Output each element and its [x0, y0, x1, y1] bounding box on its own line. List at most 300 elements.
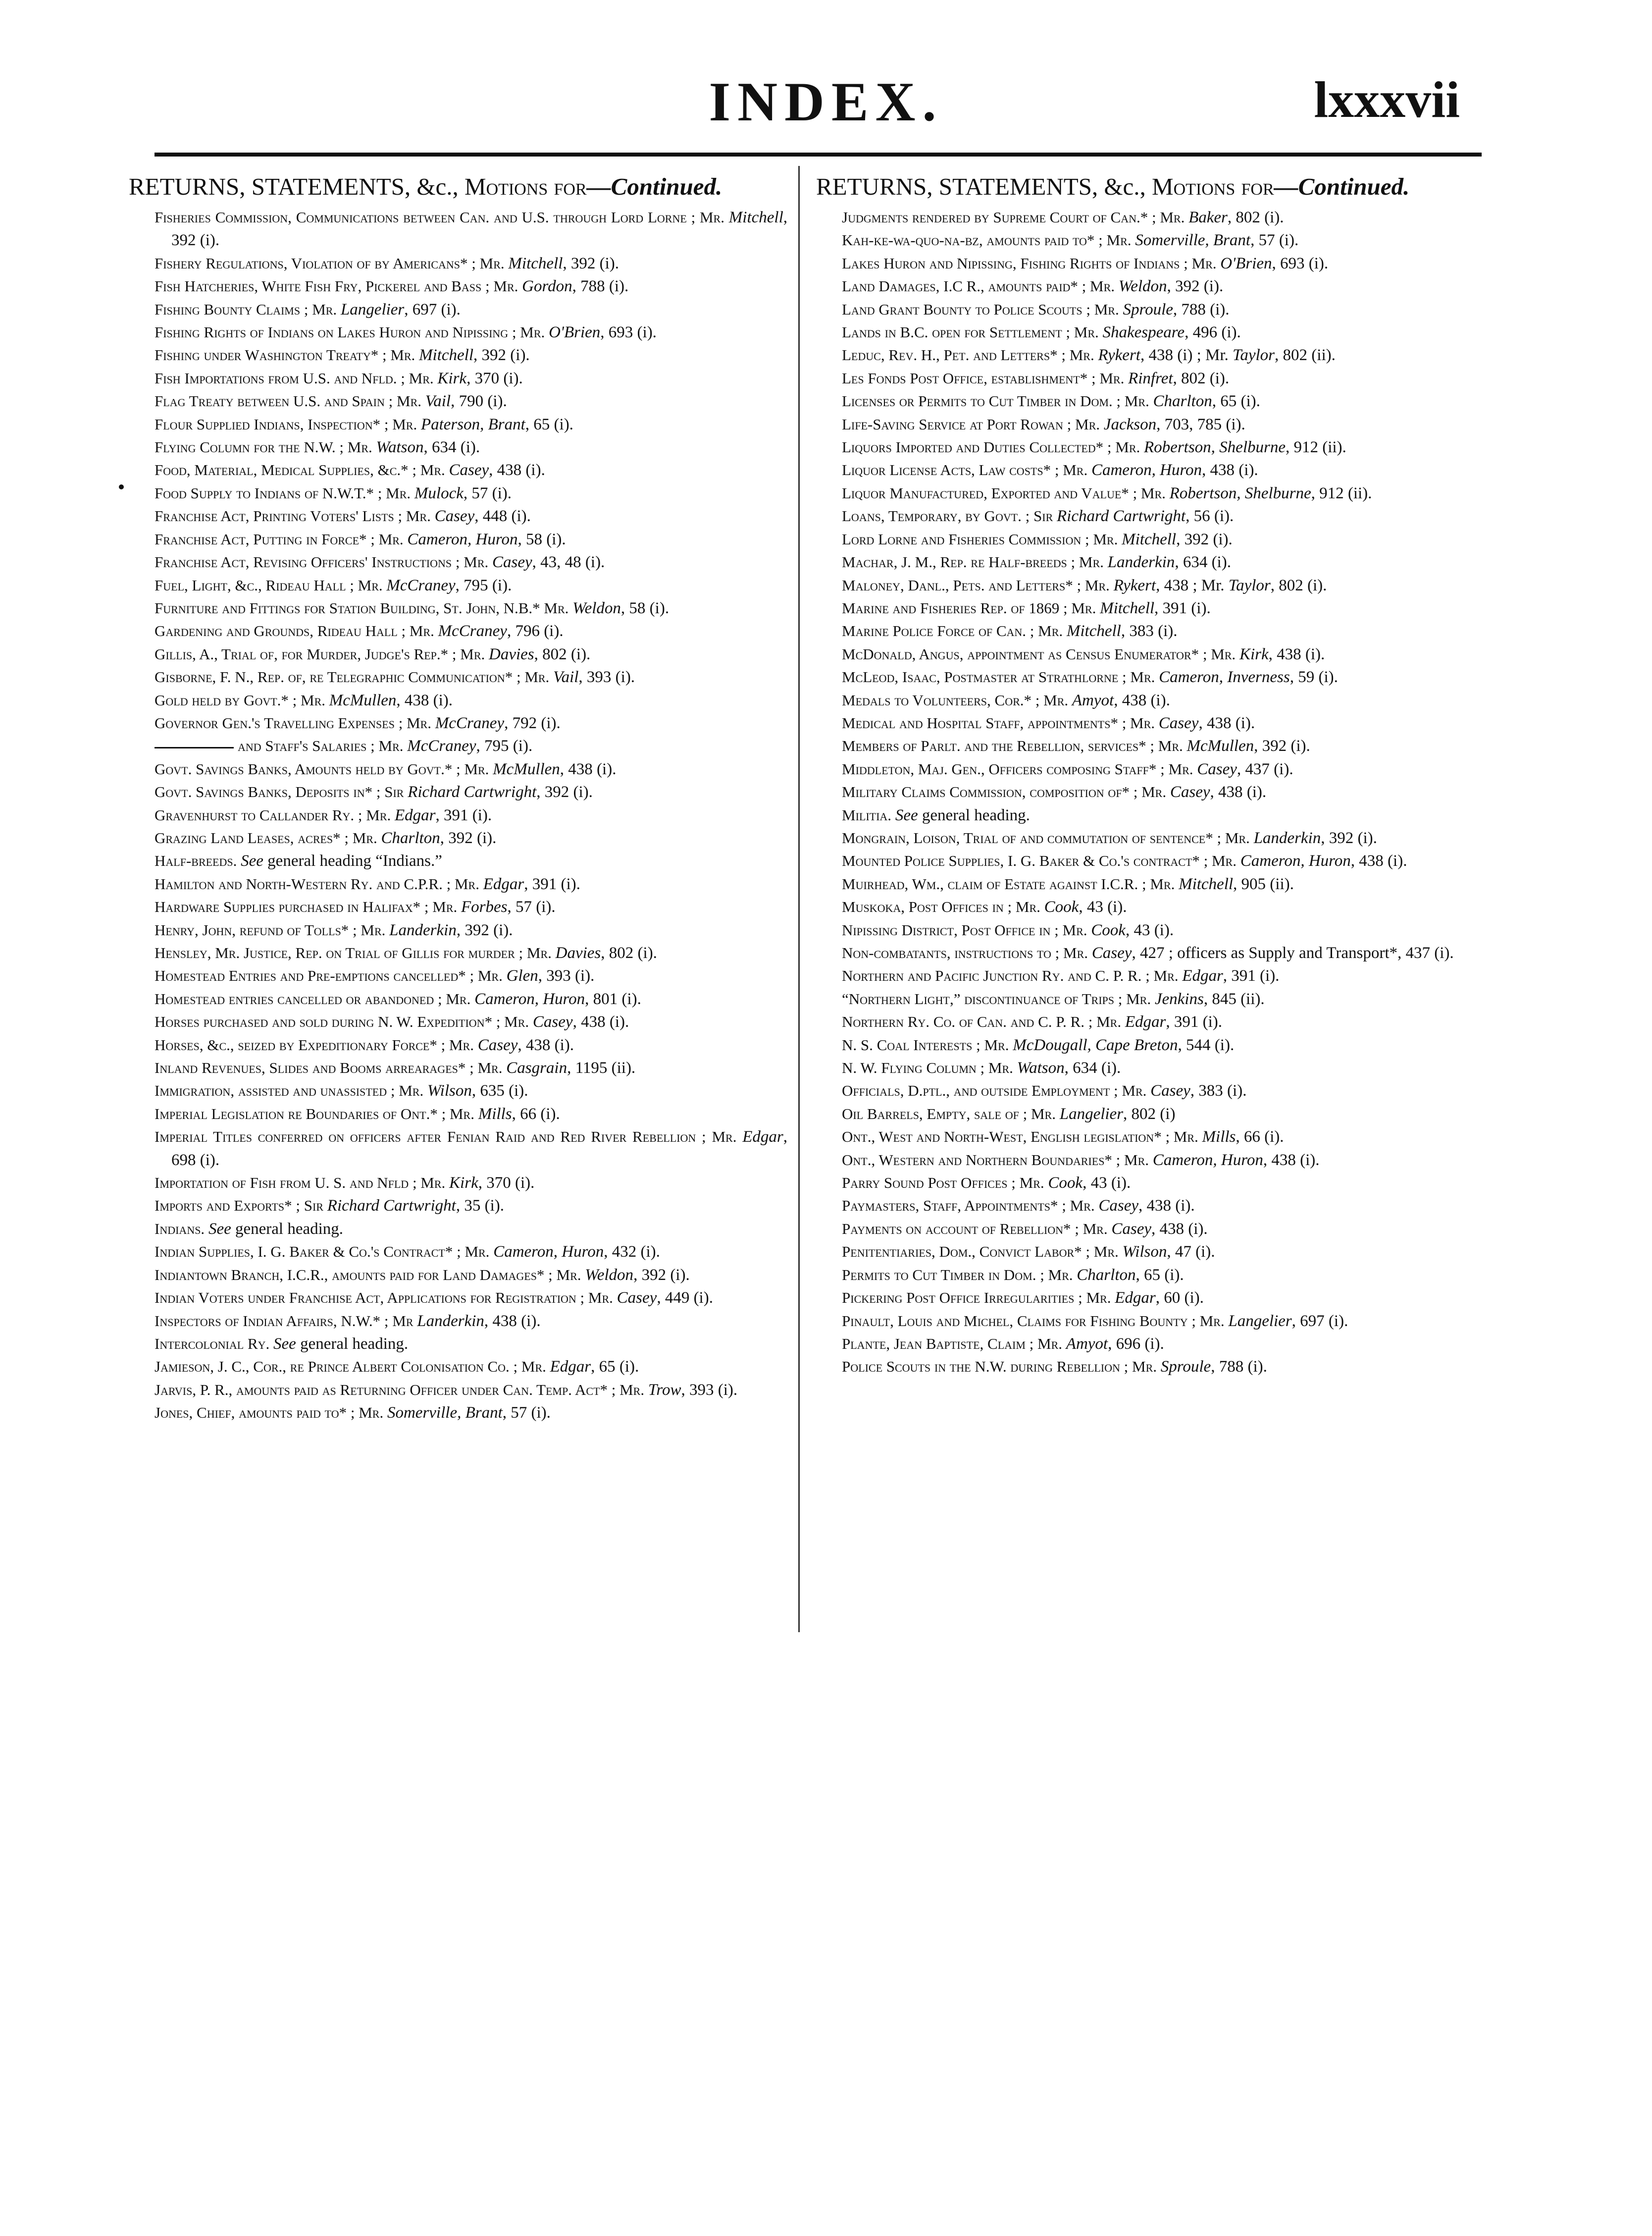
- entry-subject: Flag Treaty between U.S. and Spain ; Mr.: [155, 392, 425, 410]
- entry-subject: Les Fonds Post Office, establishment* ; Mr.: [842, 369, 1129, 387]
- entry-subject: Franchise Act, Revising Officers' Instructions ; Mr.: [155, 553, 492, 571]
- entry-page-ref: , 438 (i).: [1268, 645, 1325, 663]
- entry-subject: Fishing Bounty Claims ; Mr.: [155, 300, 341, 318]
- entry-subject: Gold held by Govt.* ; Mr.: [155, 691, 329, 709]
- index-entry: [816, 1057, 1475, 1079]
- index-entry: [129, 942, 787, 964]
- entry-page-ref: , 693 (i).: [600, 323, 657, 342]
- entry-subject: Gravenhurst to Callander Ry. ; Mr.: [155, 806, 395, 824]
- entry-member: McMullen: [493, 760, 560, 778]
- entry-member: Vail: [425, 392, 451, 411]
- entry-page-ref: , 634 (i).: [1175, 553, 1231, 572]
- index-entry: [816, 1218, 1475, 1240]
- index-entry: [816, 1171, 1475, 1194]
- entry-member: Edgar: [742, 1128, 783, 1146]
- entry-page-ref: , 438 (i).: [517, 1036, 574, 1054]
- entry-subject: Pickering Post Office Irregularities ; Mr.: [842, 1289, 1115, 1307]
- index-entry: [816, 1332, 1475, 1355]
- entry-page-ref: , 802 (ii).: [1275, 346, 1336, 365]
- entry-subject: Pinault, Louis and Michel, Claims for Fishing Bounty ; Mr.: [842, 1312, 1229, 1330]
- index-entry: [816, 919, 1475, 942]
- entry-subject: Immigration, assisted and unassisted ; Mr.: [155, 1082, 427, 1100]
- heading-main: RETURNS, STATEMENTS, &c.,: [816, 173, 1152, 200]
- entry-member: Amyot: [1072, 691, 1114, 709]
- index-entry: [129, 666, 787, 689]
- index-entry: [816, 643, 1475, 666]
- entry-member: Landerkin: [417, 1312, 484, 1330]
- entry-member: McCraney: [386, 576, 456, 594]
- index-entry: [816, 505, 1475, 528]
- index-entry: [129, 482, 787, 505]
- entry-subject: N. S. Coal Interests ; Mr.: [842, 1036, 1013, 1054]
- entry-subject: Licenses or Permits to Cut Timber in Dom. ; Mr.: [842, 392, 1153, 410]
- entry-page-ref: , 65 (i).: [1136, 1266, 1184, 1284]
- entry-page-ref: , 788 (i).: [1211, 1358, 1267, 1376]
- entry-page-ref: , 370 (i).: [478, 1174, 535, 1192]
- entry-subject: Henry, John, refund of Tolls* ; Mr.: [155, 921, 390, 939]
- entry-subject: Judgments rendered by Supreme Court of Can.* ; Mr.: [842, 209, 1189, 226]
- entry-member: McCraney: [438, 622, 507, 640]
- entry-subject: and Staff's Salaries ; Mr.: [238, 737, 408, 755]
- index-entry: [816, 206, 1475, 229]
- entry-member: Casey: [532, 1013, 573, 1031]
- entry-page-ref: , 438 (i).: [560, 760, 617, 778]
- entry-subject: Paymasters, Staff, Appointments* ; Mr.: [842, 1197, 1099, 1215]
- entry-member: Cameron, Huron: [474, 990, 585, 1008]
- index-entry: [129, 390, 787, 413]
- index-entry: [129, 1194, 787, 1217]
- see-word: See: [241, 852, 263, 870]
- entry-page-ref: , 634 (i).: [423, 438, 480, 457]
- index-entry: [129, 252, 787, 275]
- entry-page-ref: , 788 (i).: [1173, 300, 1230, 319]
- column-heading: [816, 172, 1475, 201]
- entry-page-ref: , 496 (i).: [1185, 323, 1241, 342]
- index-entry: [129, 1218, 787, 1240]
- heading-main: RETURNS, STATEMENTS, &c.,: [129, 173, 465, 200]
- entry-subject: “Northern Light,” discontinuance of Trips ; Mr.: [842, 990, 1155, 1008]
- index-entry: [129, 1401, 787, 1424]
- entry-page-ref: , 66 (i).: [1236, 1128, 1284, 1146]
- entry-page-ref: , 788 (i).: [572, 277, 629, 296]
- entry-subject: Fishing Rights of Indians on Lakes Huron and Nipissing ; Mr.: [155, 323, 549, 341]
- index-entry: [816, 597, 1475, 620]
- index-entry: [816, 964, 1475, 987]
- entry-page-ref: , 58 (i).: [620, 599, 670, 617]
- entry-subject: Mongrain, Loison, Trial of and commutation of sentence* ; Mr.: [842, 829, 1254, 847]
- entry-subject: Homestead entries cancelled or abandoned ; Mr.: [155, 990, 475, 1008]
- entry-member: Taylor: [1233, 346, 1275, 365]
- entry-subject: Indians.: [155, 1220, 208, 1237]
- index-entry: [129, 620, 787, 642]
- entry-member: Casey: [1158, 714, 1199, 732]
- index-entry: [816, 1079, 1475, 1102]
- entry-page-ref: , 47 (i).: [1167, 1243, 1215, 1261]
- entry-member: Casey: [617, 1289, 657, 1307]
- entry-subject: Medals to Volunteers, Cor.* ; Mr.: [842, 691, 1072, 709]
- index-entry: [816, 1240, 1475, 1263]
- entry-subject: Governor Gen.'s Travelling Expenses ; Mr.: [155, 714, 435, 732]
- index-entry: [129, 1355, 787, 1378]
- entry-page-ref: , 438 ; Mr.: [1156, 576, 1229, 594]
- entry-page-ref: , 438 (i).: [1151, 1220, 1208, 1238]
- entry-page-ref: , 43 (i).: [1125, 921, 1174, 939]
- index-entry: [816, 321, 1475, 344]
- entry-page-ref: , 392 (i).: [633, 1266, 690, 1284]
- entry-page-ref: , 391 (i).: [1223, 967, 1280, 985]
- index-entry: [129, 528, 787, 551]
- entry-member: Casey: [492, 553, 532, 572]
- see-word: See: [208, 1220, 231, 1238]
- entry-subject: Food Supply to Indians of N.W.T.* ; Mr.: [155, 484, 414, 502]
- column-divider: [798, 166, 800, 1632]
- entry-page-ref: , 383 (i).: [1121, 622, 1178, 640]
- index-entry: [129, 896, 787, 918]
- index-entry: [129, 275, 787, 298]
- entry-subject: Gillis, A., Trial of, for Murder, Judge's Rep.* ; Mr.: [155, 645, 489, 663]
- header-rule: [155, 153, 1482, 157]
- entry-member: Cameron, Huron: [493, 1243, 604, 1261]
- entry-page-ref: , 391 (i).: [435, 806, 492, 824]
- index-entry: [816, 827, 1475, 850]
- entry-page-ref: , 35 (i).: [456, 1197, 504, 1215]
- entry-member: Mitchell: [728, 209, 783, 226]
- entry-member: Rykert: [1098, 346, 1140, 365]
- entry-subject: Jarvis, P. R., amounts paid as Returning Officer under Can. Temp. Act* ; Mr.: [155, 1381, 648, 1398]
- see-word: See: [895, 806, 918, 824]
- heading-continued: —Continued.: [586, 173, 723, 200]
- entry-member: Mitchell: [419, 346, 474, 365]
- index-entry: [816, 436, 1475, 459]
- entry-subject: Fishery Regulations, Violation of by Americans* ; Mr.: [155, 254, 509, 272]
- entry-subject: Muirhead, Wm., claim of Estate against I.C.R. ; Mr.: [842, 875, 1179, 893]
- index-entry: [129, 712, 787, 735]
- entry-member: Landerkin: [389, 921, 457, 939]
- entry-member: McCraney: [407, 737, 476, 755]
- index-entry: [129, 735, 787, 757]
- entry-page-ref: , 392 (i).: [1176, 530, 1233, 548]
- entry-member: Cameron, Inverness: [1159, 668, 1290, 687]
- entry-member: Wilson: [427, 1082, 472, 1100]
- entry-member: Robertson, Shelburne: [1169, 484, 1311, 502]
- entry-page-ref: , 696 (i).: [1108, 1334, 1164, 1353]
- entry-subject: Plante, Jean Baptiste, Claim ; Mr.: [842, 1334, 1066, 1352]
- entry-member: Vail: [553, 668, 579, 687]
- entry-subject: Gardening and Grounds, Rideau Hall ; Mr.: [155, 622, 438, 640]
- index-entry: [816, 735, 1475, 757]
- entry-page-ref: , 693 (i).: [1272, 254, 1329, 272]
- heading-continued: —Continued.: [1274, 173, 1410, 200]
- entry-page-ref: , 802 (i).: [601, 944, 657, 962]
- left-column: [129, 172, 787, 1425]
- entry-member: Mitchell: [1066, 622, 1121, 640]
- see-reference: [273, 1335, 408, 1353]
- entry-member: Edgar: [483, 875, 524, 893]
- entry-page-ref: , 698 (i).: [171, 1128, 787, 1169]
- index-entry: [816, 574, 1475, 597]
- entry-member: Edgar: [1125, 1013, 1166, 1031]
- entry-subject: Half-breeds.: [155, 852, 241, 870]
- entry-page-ref: , 392 (i).: [536, 783, 593, 801]
- index-entry: [129, 551, 787, 574]
- index-entry: [816, 344, 1475, 367]
- index-entry: [816, 620, 1475, 642]
- index-entry: [816, 459, 1475, 481]
- entry-member: Weldon: [585, 1266, 634, 1284]
- heading-motions: Motions for: [465, 173, 587, 200]
- entry-subject: Liquor License Acts, Law costs* ; Mr.: [842, 461, 1091, 479]
- entry-member: Wilson: [1122, 1243, 1167, 1261]
- entry-member: Robertson, Shelburne: [1144, 438, 1286, 457]
- index-entry: [129, 1125, 787, 1171]
- entry-subject: Leduc, Rev. H., Pet. and Letters* ; Mr.: [842, 346, 1098, 364]
- entry-member: Casey: [1111, 1220, 1152, 1238]
- entry-member: McMullen: [1187, 737, 1254, 755]
- entry-member: Watson: [1017, 1059, 1065, 1077]
- entry-member: McCraney: [435, 714, 505, 732]
- entry-member: Charlton: [381, 829, 440, 847]
- entry-subject: Furniture and Fittings for Station Building, St. John, N.B.* Mr.: [155, 599, 573, 617]
- entry-member: Kirk: [1239, 645, 1269, 663]
- index-entry: [129, 597, 787, 620]
- index-entry: [816, 1011, 1475, 1033]
- left-entries-list: [129, 206, 787, 1425]
- entry-member: Weldon: [1118, 277, 1167, 296]
- entry-member: Mitchell: [1100, 599, 1155, 617]
- entry-page-ref: , 57 (i).: [463, 484, 512, 502]
- entry-member: Cook: [1091, 921, 1126, 939]
- entry-member: Langelier: [1059, 1105, 1124, 1123]
- index-entry: [816, 298, 1475, 321]
- index-entry: [129, 758, 787, 781]
- entry-page-ref: , 448 (i).: [474, 507, 531, 526]
- see-reference: [241, 852, 442, 870]
- index-entry: [129, 436, 787, 459]
- entry-subject: Horses purchased and sold during N. W. Expedition* ; Mr.: [155, 1013, 533, 1031]
- index-entry: [129, 873, 787, 896]
- entry-subject: Middleton, Maj. Gen., Officers composing Staff* ; Mr.: [842, 760, 1197, 778]
- index-entry: [816, 275, 1475, 298]
- entry-page-ref: , 57 (i).: [502, 1404, 551, 1422]
- entry-member: Trow: [648, 1381, 681, 1399]
- index-entry: [129, 1079, 787, 1102]
- index-entry: [129, 1240, 787, 1263]
- index-entry: [816, 850, 1475, 872]
- entry-page-ref: , 391 (i).: [1154, 599, 1211, 617]
- entry-page-ref: , 697 (i).: [404, 300, 461, 319]
- entry-subject: Nipissing District, Post Office in ; Mr.: [842, 921, 1091, 939]
- entry-subject: Fish Hatcheries, White Fish Fry, Pickerel and Bass ; Mr.: [155, 277, 522, 295]
- index-entry: [129, 413, 787, 436]
- entry-page-ref: , 392 (i).: [171, 209, 787, 250]
- right-column: [816, 172, 1475, 1379]
- entry-page-ref: , 392 (i).: [1167, 277, 1224, 296]
- entry-page-ref: , 58 (i).: [517, 530, 566, 548]
- entry-page-ref: , 56 (i).: [1186, 507, 1234, 526]
- entry-page-ref: , 697 (i).: [1291, 1312, 1348, 1330]
- entry-page-ref: , 66 (i).: [512, 1105, 560, 1123]
- entry-page-ref: , 438 (i).: [396, 691, 453, 709]
- index-entry: [816, 229, 1475, 252]
- entry-member: Somerville, Brant: [1135, 231, 1251, 250]
- entry-subject: Imperial Titles conferred on officers after Fenian Raid and Red River Rebellion ; Mr.: [155, 1128, 743, 1146]
- index-entry: [129, 206, 787, 252]
- entry-member: Cameron, Huron: [1240, 852, 1351, 870]
- entry-member: Cook: [1048, 1174, 1083, 1192]
- entry-page-ref: , 392 (i).: [473, 346, 530, 365]
- index-entry: [816, 390, 1475, 413]
- entry-subject: Imports and Exports* ; Sir: [155, 1197, 327, 1215]
- entry-member: Forbes: [461, 898, 508, 916]
- entry-member: Casey: [1170, 783, 1210, 801]
- index-entry: [816, 1034, 1475, 1057]
- entry-member: Casey: [477, 1036, 518, 1054]
- entry-member: Casey: [449, 461, 489, 479]
- entry-subject: Hensley, Mr. Justice, Rep. on Trial of Gillis for murder ; Mr.: [155, 944, 556, 961]
- entry-subject: Franchise Act, Putting in Force* ; Mr.: [155, 530, 408, 548]
- entry-subject: Muskoka, Post Offices in ; Mr.: [842, 898, 1044, 916]
- index-entry: [816, 482, 1475, 505]
- entry-member: Cook: [1044, 898, 1079, 916]
- entry-page-ref: , 427 ; officers as Supply and Transport*, 437 (i).: [1132, 944, 1454, 962]
- entry-member: Davies: [489, 645, 534, 663]
- entry-page-ref: , 438 (i).: [484, 1312, 541, 1330]
- entry-subject: Oil Barrels, Empty, sale of ; Mr.: [842, 1105, 1060, 1122]
- index-entry: [816, 804, 1475, 827]
- entry-subject: Indian Voters under Franchise Act, Applications for Registration ; Mr.: [155, 1289, 617, 1307]
- index-entry: [816, 1286, 1475, 1309]
- entry-member: Weldon: [572, 599, 621, 617]
- entry-subject: Kah-ke-wa-quo-na-bz, amounts paid to* ; Mr.: [842, 231, 1136, 249]
- entry-page-ref: , 438 (i).: [1350, 852, 1407, 870]
- entry-subject: Loans, Temporary, by Govt. ; Sir: [842, 507, 1057, 525]
- entry-page-ref: , 912 (ii).: [1285, 438, 1346, 457]
- entry-page-ref: , 802 (i): [1123, 1105, 1176, 1123]
- entry-member: Langelier: [340, 300, 405, 319]
- entry-subject: Flour Supplied Indians, Inspection* ; Mr.: [155, 415, 421, 433]
- entry-member: Davies: [555, 944, 601, 962]
- index-entry: [129, 1171, 787, 1194]
- entry-subject: Fishing under Washington Treaty* ; Mr.: [155, 346, 419, 364]
- entry-subject: Food, Material, Medical Supplies, &c.* ; Mr.: [155, 461, 449, 479]
- entry-member: Langelier: [1228, 1312, 1292, 1330]
- index-entry: [129, 1011, 787, 1033]
- entry-member: Sproule: [1123, 300, 1173, 319]
- index-entry: [129, 1103, 787, 1125]
- entry-subject: Land Damages, I.C R., amounts paid* ; Mr.: [842, 277, 1119, 295]
- entry-member: Rinfret: [1128, 369, 1173, 387]
- index-entry: [129, 1332, 787, 1355]
- entry-page-ref: , 792 (i).: [504, 714, 561, 732]
- entry-member: Cameron, Huron: [1091, 461, 1202, 479]
- entry-member: Richard Cartwright: [327, 1197, 456, 1215]
- entry-subject: Officials, D.ptl., and outside Employment ; Mr.: [842, 1082, 1151, 1100]
- index-entry: [816, 252, 1475, 275]
- see-target: general heading.: [296, 1334, 409, 1353]
- entry-subject: Non-combatants, instructions to ; Mr.: [842, 944, 1092, 961]
- entry-subject: Lakes Huron and Nipissing, Fishing Rights of Indians ; Mr.: [842, 254, 1221, 272]
- entry-member: Casgrain: [506, 1059, 568, 1077]
- entry-member: Shakespeare: [1102, 323, 1185, 342]
- entry-subject: Maloney, Danl., Pets. and Letters* ; Mr.: [842, 576, 1114, 594]
- entry-member: Baker: [1188, 209, 1228, 226]
- entry-subject: Northern and Pacific Junction Ry. and C. P. R. ; Mr.: [842, 967, 1183, 985]
- entry-subject: Police Scouts in the N.W. during Rebellion ; Mr.: [842, 1358, 1161, 1376]
- entry-page-ref: , 438 (i).: [572, 1013, 629, 1031]
- entry-member: Cameron, Huron: [1152, 1151, 1263, 1169]
- entry-page-ref: , 795 (i).: [476, 737, 533, 755]
- entry-subject: Horses, &c., seized by Expeditionary Force* ; Mr.: [155, 1036, 478, 1054]
- margin-dot: [119, 484, 124, 489]
- entry-member: Watson: [376, 438, 424, 457]
- index-entry: [816, 1103, 1475, 1125]
- index-entry: [129, 689, 787, 712]
- index-entry: [816, 551, 1475, 574]
- entry-member: Cameron, Huron: [407, 530, 518, 548]
- entry-member: Kirk: [449, 1174, 478, 1192]
- entry-page-ref: , 449 (i).: [657, 1289, 713, 1307]
- index-entry: [816, 1125, 1475, 1148]
- index-entry: [129, 298, 787, 321]
- index-entry: [129, 964, 787, 987]
- entry-member: Mills: [478, 1105, 512, 1123]
- entry-subject: Flying Column for the N.W. ; Mr.: [155, 438, 376, 456]
- index-entry: [129, 344, 787, 367]
- entry-member: Glen: [506, 967, 538, 985]
- entry-page-ref: , 393 (i).: [578, 668, 635, 687]
- entry-subject: Military Claims Commission, composition of* ; Mr.: [842, 783, 1170, 801]
- entry-member: Edgar: [1115, 1289, 1156, 1307]
- entry-subject: Liquors Imported and Duties Collected* ; Mr.: [842, 438, 1144, 456]
- entry-page-ref: , 912 (ii).: [1311, 484, 1372, 502]
- index-entry: [129, 459, 787, 481]
- index-entry: [816, 1264, 1475, 1286]
- index-entry: [816, 758, 1475, 781]
- entry-member: Casey: [434, 507, 475, 526]
- entry-member: Mitchell: [1179, 875, 1234, 893]
- entry-subject: Hamilton and North-Western Ry. and C.P.R. ; Mr.: [155, 875, 483, 893]
- entry-page-ref: , 802 (i).: [1270, 576, 1327, 594]
- entry-subject: Importation of Fish from U. S. and Nfld ; Mr.: [155, 1174, 450, 1192]
- entry-subject: Members of Parlt. and the Rebellion, services* ; Mr.: [842, 737, 1187, 755]
- entry-subject: Grazing Land Leases, acres* ; Mr.: [155, 829, 381, 847]
- entry-member: Somerville, Brant: [387, 1404, 503, 1422]
- index-entry: [129, 781, 787, 803]
- entry-member: Mitchell: [1122, 530, 1177, 548]
- index-entry: [129, 1286, 787, 1309]
- index-entry: [129, 505, 787, 528]
- entry-page-ref: , 43, 48 (i).: [532, 553, 605, 572]
- column-heading: [129, 172, 787, 201]
- entry-subject: Ont., West and North-West, English legislation* ; Mr.: [842, 1128, 1202, 1146]
- entry-subject: Gisborne, F. N., Rep. of, re Telegraphic Communication* ; Mr.: [155, 668, 554, 686]
- index-entry: [129, 919, 787, 942]
- entry-page-ref: , 393 (i).: [681, 1381, 738, 1399]
- index-entry: [816, 988, 1475, 1011]
- index-entry: [816, 873, 1475, 896]
- entry-page-ref: , 703, 785 (i).: [1156, 415, 1245, 433]
- entry-page-ref: , 43 (i).: [1079, 898, 1127, 916]
- entry-subject: Machar, J. M., Rep. re Half-breeds ; Mr.: [842, 553, 1108, 571]
- entry-subject: Indiantown Branch, I.C.R., amounts paid for Land Damages* ; Mr.: [155, 1266, 585, 1283]
- index-entry: [816, 528, 1475, 551]
- see-target: general heading “Indians.”: [263, 852, 442, 870]
- index-entry: [816, 712, 1475, 735]
- index-entry: [129, 321, 787, 344]
- entry-subject: Hardware Supplies purchased in Halifax* ; Mr.: [155, 898, 461, 916]
- entry-page-ref: , 634 (i).: [1064, 1059, 1121, 1077]
- index-entry: [129, 988, 787, 1011]
